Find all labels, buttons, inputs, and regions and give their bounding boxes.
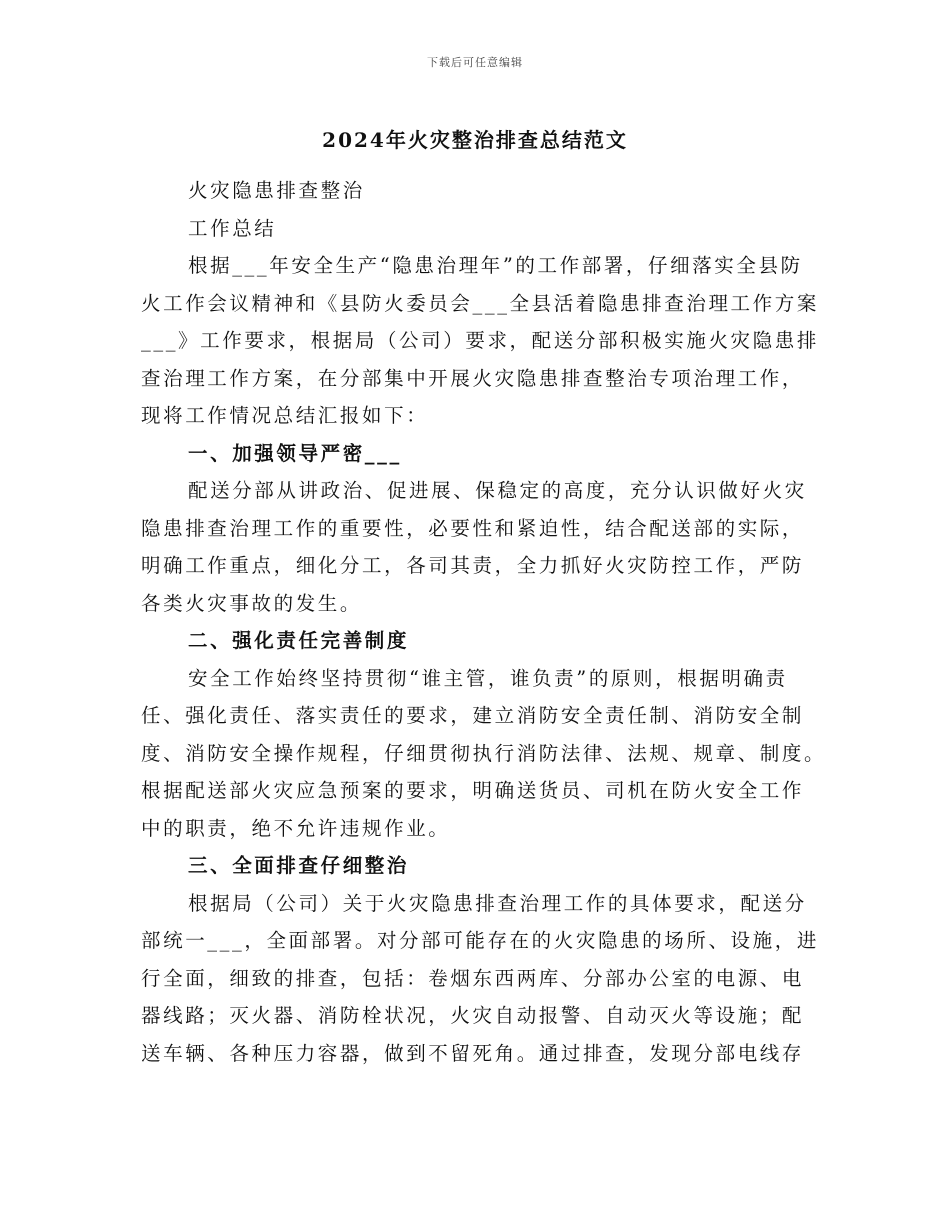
page-header-note: 下载后可任意编辑 <box>427 56 523 69</box>
section-heading: 一、加强领导严密___ <box>188 441 402 465</box>
body-line: 明确工作重点，细化分工，各司其责，全力抓好火灾防控工作，严防 <box>141 554 805 577</box>
body-line: 配送分部从讲政治、促进展、保稳定的高度，充分认识做好火灾 <box>188 479 807 502</box>
body-line: ___》工作要求，根据局（公司）要求，配送分部积极实施火灾隐患排 <box>141 329 819 352</box>
body-line: 器线路；灭火器、消防栓状况，火灾自动报警、自动灭火等设施；配 <box>141 1004 805 1027</box>
body-line: 根据___年安全生产“隐患治理年”的工作部署，仔细落实全县防 <box>188 254 803 277</box>
body-line: 各类火灾事故的发生。 <box>141 591 363 615</box>
section-heading: 三、全面排查仔细整治 <box>188 854 410 877</box>
body-line: 度、消防安全操作规程，仔细贯彻执行消防法律、法规、规章、制度。 <box>141 741 827 765</box>
body-line: 安全工作始终坚持贯彻“谁主管，谁负责”的原则，根据明确责 <box>188 666 788 690</box>
body-line: 部统一___，全面部署。对分部可能存在的火灾隐患的场所、设施，进 <box>141 929 819 952</box>
body-line: 任、强化责任、落实责任的要求，建立消防安全责任制、消防安全制 <box>141 704 805 727</box>
body-line: 送车辆、各种压力容器，做到不留死角。通过排查，发现分部电线存 <box>141 1041 805 1065</box>
body-line: 行全面，细致的排查，包括：卷烟东西两库、分部办公室的电源、电 <box>141 966 805 990</box>
document-body <box>141 172 827 1072</box>
body-line: 根据配送部火灾应急预案的要求，明确送货员、司机在防火安全工作 <box>141 779 805 802</box>
body-line: 工作总结 <box>188 216 277 240</box>
body-line: 查治理工作方案，在分部集中开展火灾隐患排查整治专项治理工作， <box>141 366 805 390</box>
body-line: 根据局（公司）关于火灾隐患排查治理工作的具体要求，配送分 <box>188 891 807 915</box>
body-line: 火工作会议精神和《县防火委员会___全县活着隐患排查治理工作方案 <box>141 291 819 315</box>
body-line: 隐患排查治理工作的重要性，必要性和紧迫性，结合配送部的实际， <box>141 516 805 540</box>
section-heading: 二、强化责任完善制度 <box>188 629 410 652</box>
body-line: 火灾隐患排查整治 <box>188 179 365 202</box>
body-line: 现将工作情况总结汇报如下： <box>141 404 429 427</box>
body-line: 中的职责，绝不允许违规作业。 <box>141 816 451 840</box>
document-title: 2024年火灾整治排查总结范文 <box>322 128 628 152</box>
